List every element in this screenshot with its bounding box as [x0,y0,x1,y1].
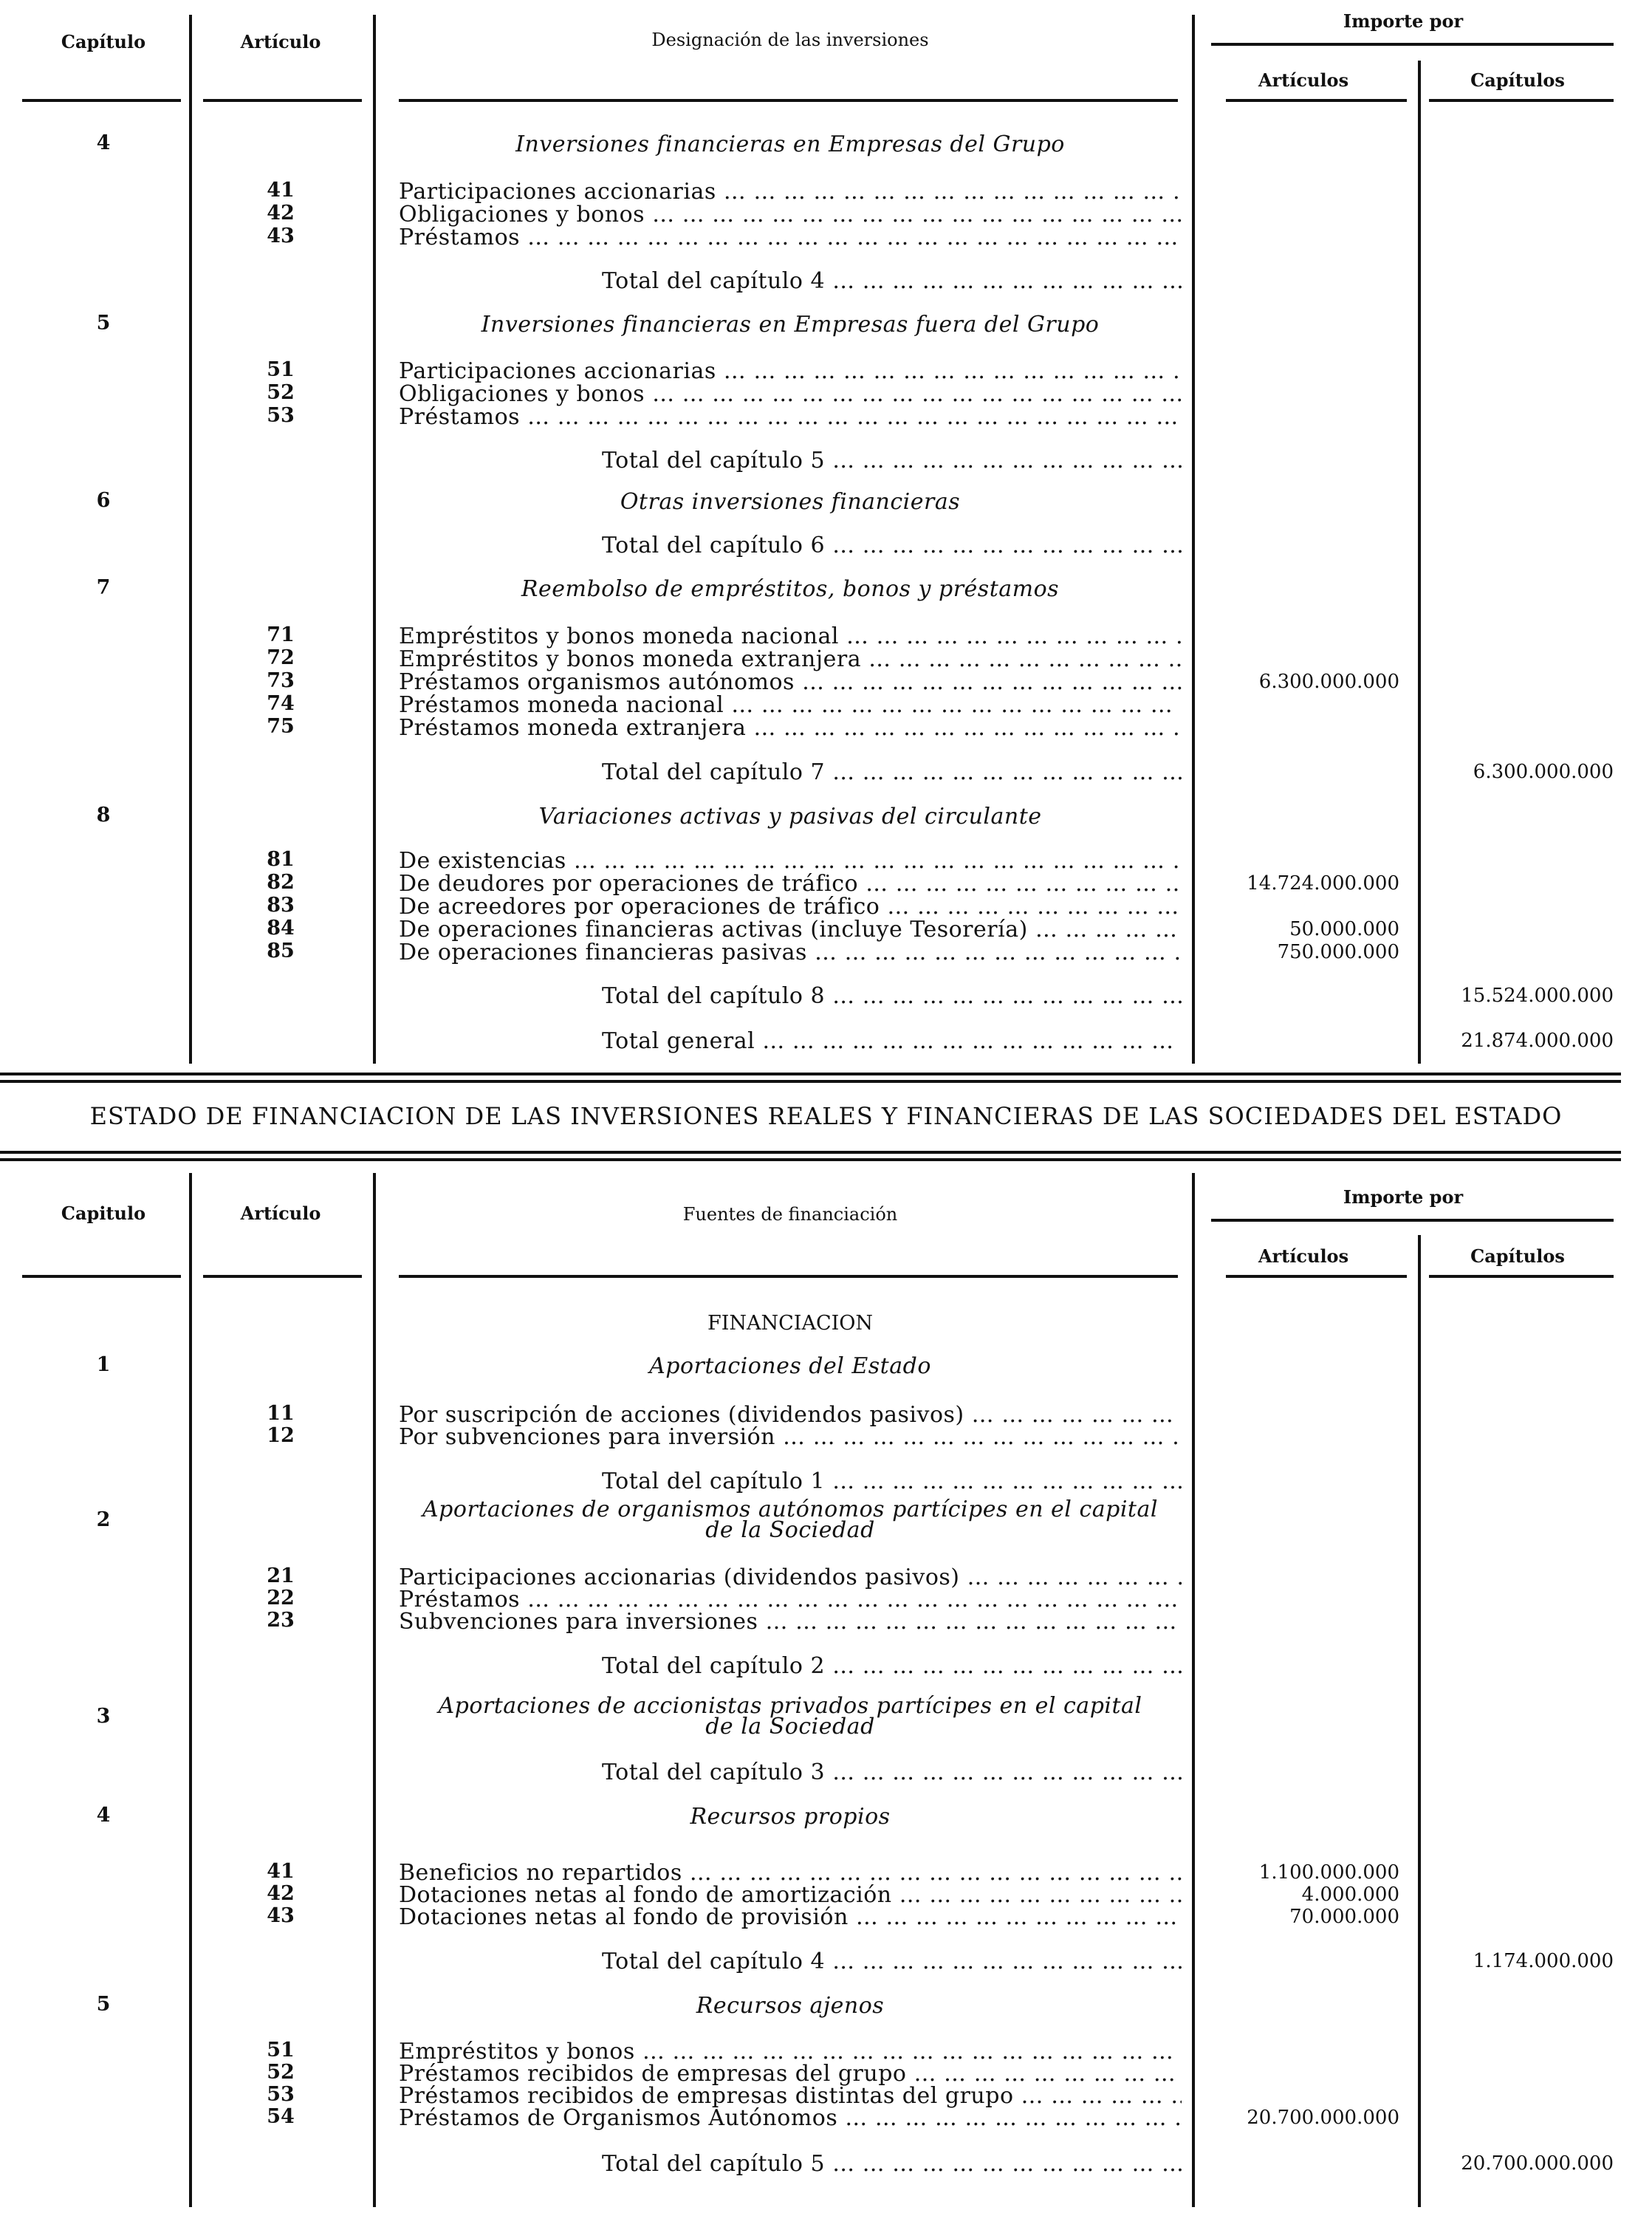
header-importe-por: Importe por [1343,10,1464,32]
item-description: Empréstitos y bonos … … … … … … … … … … … … … … … … … … … … … … … … … … … … … … [399,2039,1182,2065]
articulo-number: 53 [267,404,295,427]
item-description: Préstamos organismos autónomos … … … … … … … … … … … … … … … … … … … … … … … … … … … … … … [399,669,1182,695]
capitulo-number: 3 [96,1705,111,1728]
articulo-number: 51 [267,2039,295,2062]
item-description: Dotaciones netas al fondo de amortización … … … … … … … … … … … … … … … … … … … … … … … … … … … … … … [399,1882,1182,1908]
capitulo-number: 7 [96,576,111,599]
importe-capitulo: 6.300.000.000 [1473,761,1614,783]
item-description: Préstamos … … … … … … … … … … … … … … … … … … … … … … … … … … … … … … [399,404,1182,430]
double-rule-top [0,1073,1621,1075]
importe-articulo: 14.724.000.000 [1247,872,1399,895]
capitulo-number: 4 [96,131,111,154]
header-capitulo: Capitulo [61,1203,146,1224]
capitulo-number: 6 [96,489,111,512]
section-title: ESTADO DE FINANCIACION DE LAS INVERSIONES REALES Y FINANCIERAS DE LAS SOCIEDADES DEL ESTADO [89,1102,1563,1130]
section-heading: Aportaciones de organismos autónomos partícipes en el capital [422,1497,1158,1522]
articulo-number: 73 [267,669,295,692]
item-description: Préstamos de Organismos Autónomos … … … … … … … … … … … … … … … … … … … … … … … … … … … … … … [399,2105,1182,2131]
articulo-number: 23 [267,1609,295,1632]
item-description: Participaciones accionarias … … … … … … … … … … … … … … … … … … … … … … … … … … … … … … [399,179,1182,205]
item-description: Beneficios no repartidos … … … … … … … … … … … … … … … … … … … … … … … … … … … … … … [399,1860,1182,1886]
capitulo-number: 5 [96,1993,111,2016]
importe-capitulo: 1.174.000.000 [1473,1950,1614,1972]
importe-articulo: 4.000.000 [1301,1884,1399,1906]
total-label: Total del capítulo 2 … … … … … … … … … … … … … … … … … … … … [602,1653,1182,1679]
section-heading: Recursos ajenos [696,1993,885,2019]
header-capitulo: Capítulo [61,31,146,52]
investments-table [0,0,1652,1064]
articulo-number: 52 [267,381,295,404]
articulo-number: 84 [267,917,295,940]
section-heading: Variaciones activas y pasivas del circulante [538,804,1042,830]
capitulo-number: 4 [96,1804,111,1827]
articulo-number: 43 [267,1904,295,1927]
capitulo-number: 8 [96,804,111,827]
item-description: Préstamos moneda extranjera … … … … … … … … … … … … … … … … … … … … … … … … … … … … … … [399,715,1182,741]
section-heading: Inversiones financieras en Empresas del Grupo [515,131,1065,157]
total-label: Total del capítulo 8 … … … … … … … … … … … … … … … … … … … … [602,983,1182,1009]
articulo-number: 41 [267,179,295,202]
articulo-number: 71 [267,623,295,646]
section-heading: Recursos propios [690,1804,891,1830]
importe-articulo: 1.100.000.000 [1258,1861,1399,1884]
item-description: Participaciones accionarias (dividendos pasivos) … … … … … … … … … … … … … … … … … … … … … … … … … … … … … … [399,1564,1182,1590]
total-label: Total del capítulo 7 … … … … … … … … … … … … … … … … … … … … [602,759,1182,785]
total-label: Total del capítulo 5 … … … … … … … … … … … … … … … … … … … … [602,2151,1182,2177]
articulo-number: 41 [267,1860,295,1883]
header-designacion: Fuentes de financiación [682,1204,898,1225]
importe-articulo: 70.000.000 [1289,1906,1399,1928]
item-description: De existencias … … … … … … … … … … … … … … … … … … … … … … … … … … … … … … [399,848,1182,874]
header-importe-por: Importe por [1343,1186,1464,1208]
articulo-number: 12 [267,1424,295,1447]
articulo-number: 81 [267,848,295,871]
section-heading: Aportaciones de accionistas privados partícipes en el capital [438,1693,1142,1719]
importe-articulo: 20.700.000.000 [1247,2107,1399,2129]
section-heading: Inversiones financieras en Empresas fuera del Grupo [481,312,1100,338]
header-designacion: Designación de las inversiones [651,30,929,50]
importe-articulo: 6.300.000.000 [1258,671,1399,693]
articulo-number: 11 [267,1402,295,1425]
total-label: Total del capítulo 4 … … … … … … … … … … … … … … … … … … … … [602,1949,1182,1974]
articulo-number: 53 [267,2083,295,2106]
header-articulo: Artículo [240,31,321,52]
total-label: Total general … … … … … … … … … … … … … … … … … … … … [602,1028,1182,1054]
total-label: Total del capítulo 1 … … … … … … … … … … … … … … … … … … … … [602,1468,1182,1494]
item-description: Empréstitos y bonos moneda extranjera … … … … … … … … … … … … … … … … … … … … … … … … … … … … … … [399,646,1182,672]
item-description: Por suscripción de acciones (dividendos pasivos) … … … … … … … … … … … … … … … … … … … … … … … … … … … … … … [399,1402,1182,1428]
header-articulos: Artículos [1258,69,1349,91]
total-label: Total del capítulo 4 … … … … … … … … … … … … … … … … … … … … [602,268,1182,294]
double-rule-mid-2 [0,1158,1621,1161]
articulo-number: 51 [267,358,295,381]
item-description: Empréstitos y bonos moneda nacional … … … … … … … … … … … … … … … … … … … … … … … … … … … … … … [399,623,1182,649]
item-description: Participaciones accionarias … … … … … … … … … … … … … … … … … … … … … … … … … … … … … … [399,358,1182,384]
header-capitulos: Capítulos [1470,69,1565,91]
double-rule-mid [0,1151,1621,1154]
importe-capitulo: 21.874.000.000 [1461,1030,1614,1052]
importe-articulo: 750.000.000 [1277,941,1399,963]
item-description: De acreedores por operaciones de tráfico … … … … … … … … … … … … … … … … … … … … … … … … … … … … … … [399,894,1182,920]
articulo-number: 42 [267,202,295,225]
articulo-number: 83 [267,894,295,917]
item-description: Préstamos recibidos de empresas del grupo … … … … … … … … … … … … … … … … … … … … … … … … … … … … … … [399,2061,1182,2087]
financing-heading: FINANCIACION [707,1312,874,1335]
total-label: Total del capítulo 6 … … … … … … … … … … … … … … … … … … … … [602,533,1182,558]
articulo-number: 75 [267,715,295,738]
item-description: Dotaciones netas al fondo de provisión … … … … … … … … … … … … … … … … … … … … … … … … … … … … … … [399,1904,1182,1930]
capitulo-number: 5 [96,312,111,335]
item-description: Subvenciones para inversiones … … … … … … … … … … … … … … … … … … … … … … … … … … … … … … [399,1609,1182,1635]
item-description: Préstamos … … … … … … … … … … … … … … … … … … … … … … … … … … … … … … [399,225,1182,250]
item-description: De operaciones financieras activas (incluye Tesorería) … … … … … … … … … … … … … … … … … … … … … … … … … … … … … … [399,917,1182,943]
section-heading: Reembolso de empréstitos, bonos y préstamos [521,576,1060,602]
section-heading: Aportaciones del Estado [649,1353,931,1379]
articulo-number: 52 [267,2061,295,2084]
importe-articulo: 50.000.000 [1289,918,1399,940]
double-rule-top-2 [0,1080,1621,1083]
header-articulo: Artículo [240,1203,321,1224]
articulo-number: 72 [267,646,295,669]
articulo-number: 85 [267,940,295,962]
section-heading: Otras inversiones financieras [620,489,961,515]
item-description: Obligaciones y bonos … … … … … … … … … … … … … … … … … … … … … … … … … … … … … … [399,381,1182,407]
item-description: Préstamos recibidos de empresas distintas del grupo … … … … … … … … … … … … … … … … … … … … … … … … … … … … … … [399,2083,1182,2109]
importe-capitulo: 20.700.000.000 [1461,2152,1614,2175]
total-label: Total del capítulo 3 … … … … … … … … … … … … … … … … … … … … [602,1759,1182,1785]
item-description: Por subvenciones para inversión … … … … … … … … … … … … … … … … … … … … … … … … … … … … … … [399,1424,1182,1450]
item-description: De deudores por operaciones de tráfico … … … … … … … … … … … … … … … … … … … … … … … … … … … … … … [399,871,1182,897]
financing-table [0,1174,1652,2209]
total-label: Total del capítulo 5 … … … … … … … … … … … … … … … … … … … … [602,448,1182,473]
header-articulos: Artículos [1258,1245,1349,1267]
item-description: Obligaciones y bonos … … … … … … … … … … … … … … … … … … … … … … … … … … … … … … [399,202,1182,228]
articulo-number: 54 [267,2105,295,2128]
articulo-number: 22 [267,1587,295,1610]
capitulo-number: 1 [96,1353,111,1376]
capitulo-number: 2 [96,1508,111,1531]
importe-capitulo: 15.524.000.000 [1461,985,1614,1007]
item-description: Préstamos moneda nacional … … … … … … … … … … … … … … … … … … … … … … … … … … … … … … [399,692,1182,718]
articulo-number: 42 [267,1882,295,1905]
articulo-number: 74 [267,692,295,715]
item-description: Préstamos … … … … … … … … … … … … … … … … … … … … … … … … … … … … … … [399,1587,1182,1612]
articulo-number: 21 [267,1564,295,1587]
item-description: De operaciones financieras pasivas … … … … … … … … … … … … … … … … … … … … … … … … … … … … … … [399,940,1182,965]
section-heading-cont: de la Sociedad [705,1714,875,1740]
header-capitulos: Capítulos [1470,1245,1565,1267]
articulo-number: 43 [267,225,295,247]
articulo-number: 82 [267,871,295,894]
section-heading-cont: de la Sociedad [705,1517,875,1543]
